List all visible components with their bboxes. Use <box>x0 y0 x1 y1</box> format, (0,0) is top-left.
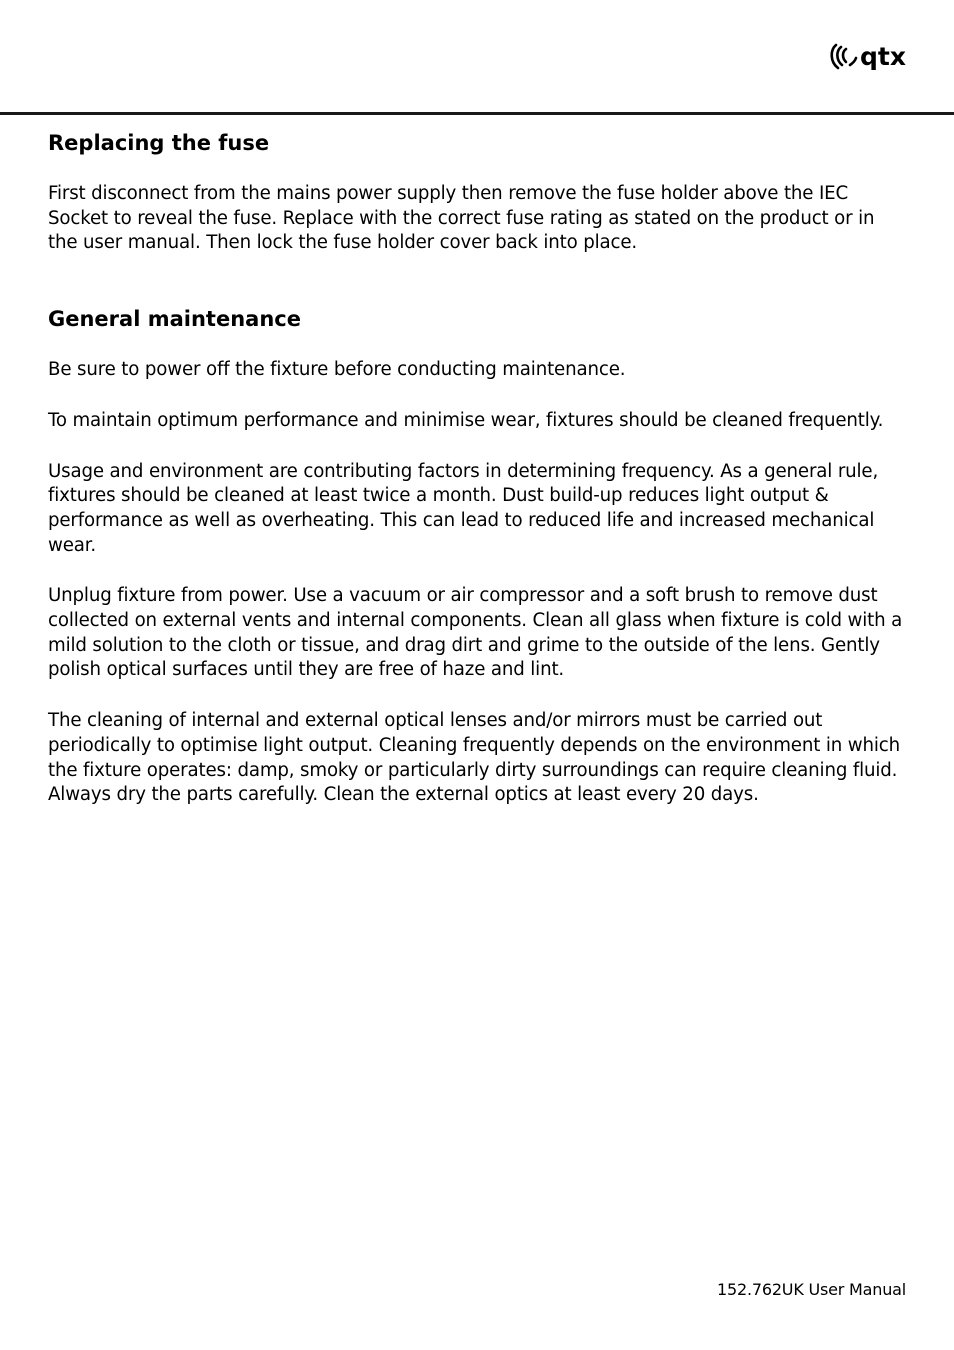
section-general-maintenance <box>48 304 908 808</box>
brand-name: qtx <box>860 41 906 71</box>
brand-logo <box>828 40 906 72</box>
section-heading: General maintenance <box>48 307 301 332</box>
document-body <box>48 128 908 808</box>
page-footer: 152.762UK User Manual <box>717 1280 906 1299</box>
paragraph: Unplug fixture from power. Use a vacuum or air compressor and a soft brush to remove dust collected on external vents and internal components. Clean all glass when fixture is cold with a mild solution to the cloth or tissue, and drag dirt and grime to the outside of the lens. Gently polish optical surfaces until they are free of haze and lint. <box>48 585 903 681</box>
header-divider <box>0 112 954 115</box>
paragraph: The cleaning of internal and external optical lenses and/or mirrors must be carried out periodically to optimise light output. Cleaning frequently depends on the environment in which the fixture operates: damp, smoky or particularly dirty surroundings can require cleaning fluid. Always dry the parts carefully. Clean the external optics at least every 20 days. <box>48 710 900 806</box>
paragraph: Usage and environment are contributing factors in determining frequency. As a general rule, fixtures should be cleaned at least twice a month. Dust build-up reduces light output & performance as well as overheating. This can lead to reduced life and increased mechanical wear. <box>48 460 879 556</box>
page-header <box>0 0 954 116</box>
paragraph: Be sure to power off the fixture before conducting maintenance. <box>48 359 626 381</box>
qtx-swoosh-logo-icon <box>828 41 858 71</box>
paragraph: To maintain optimum performance and minimise wear, fixtures should be cleaned frequently. <box>48 409 884 431</box>
paragraph: First disconnect from the mains power supply then remove the fuse holder above the IEC Socket to reveal the fuse. Replace with the correct fuse rating as stated on the product or in the user manual. Then lock the fuse holder cover back into place. <box>48 183 875 254</box>
section-heading: Replacing the fuse <box>48 131 270 155</box>
section-replacing-fuse <box>48 128 908 256</box>
